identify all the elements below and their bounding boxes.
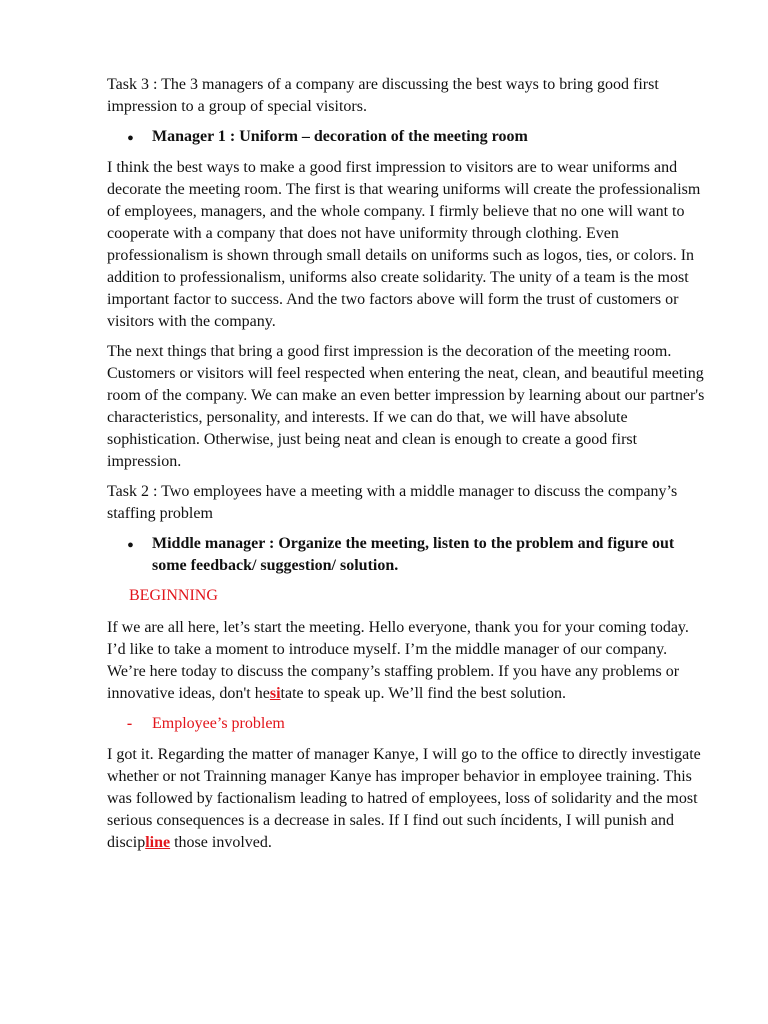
beginning-heading: BEGINNING xyxy=(129,587,218,604)
task3-bullet-item xyxy=(107,126,708,149)
highlighted-correction: line xyxy=(145,834,171,851)
task3-paragraph-2: The next things that bring a good first impression is the decoration of the meeting room. Customers or visitors will feel respected when entering the neat, clean, and beautiful meeting room of the company. We can make an even better impression by learning about our partner's characteristics, personality, and interests. If we can do that, we will have absolute sophistication. Otherwise, just being neat and clean is enough to create a good first impression. xyxy=(107,343,705,470)
beginning-text-post: tate to speak up. We’ll find the best solution. xyxy=(280,685,566,702)
problem-paragraph xyxy=(107,744,708,854)
beginning-text-pre: If we are all here, let’s start the meeting. Hello everyone, thank you for your coming today. I’d like to take a moment to introduce myself. I’m the middle manager of our company. We’re here today to discuss the company’s staffing problem. If you have any problems or innovative ideas, don't he xyxy=(107,619,689,702)
highlighted-correction: si xyxy=(269,685,281,702)
bullet-dot-icon xyxy=(107,126,152,149)
task2-bullet-text: Middle manager : Organize the meeting, listen to the problem and figure out some feedback/ suggestion/ solution. xyxy=(152,535,675,574)
task3-bullet-text: Manager 1 : Uniform – decoration of the meeting room xyxy=(152,128,528,145)
employee-problem-heading: Employee’s problem xyxy=(152,715,285,732)
problem-text-post: those involved. xyxy=(170,834,272,851)
bullet-dot-icon xyxy=(107,533,152,556)
task3-paragraph-1: I think the best ways to make a good first impression to visitors are to wear uniforms and decorate the meeting room. The first is that wearing uniforms will create the professionalism of employees, managers, and the whole company. I firmly believe that no one will want to cooperate with a company that does not have uniformity through clothing. Even professionalism is shown through small details on uniforms such as logos, ties, or colors. In addition to professionalism, uniforms also create solidarity. The unity of a team is the most important factor to success. And the two factors above will form the trust of customers or visitors with the company. xyxy=(107,159,701,330)
beginning-paragraph xyxy=(107,617,708,705)
task2-bullet-item xyxy=(107,533,708,577)
problem-text-pre: I got it. Regarding the matter of manager Kanye, I will go to the office to directly investigate whether or not Trainning manager Kanye has improper behavior in employee training. This was followed by factionalism leading to hatred of employees, loss of solidarity and the most serious consequences is a decrease in sales. If I find out such íncidents, I will punish and discip xyxy=(107,746,701,851)
dash-marker: - xyxy=(126,715,133,732)
task3-intro: Task 3 : The 3 managers of a company are discussing the best ways to bring good first impression to a group of special visitors. xyxy=(107,76,659,115)
employee-problem-item xyxy=(107,713,708,735)
task2-intro: Task 2 : Two employees have a meeting with a middle manager to discuss the company’s staffing problem xyxy=(107,483,678,522)
